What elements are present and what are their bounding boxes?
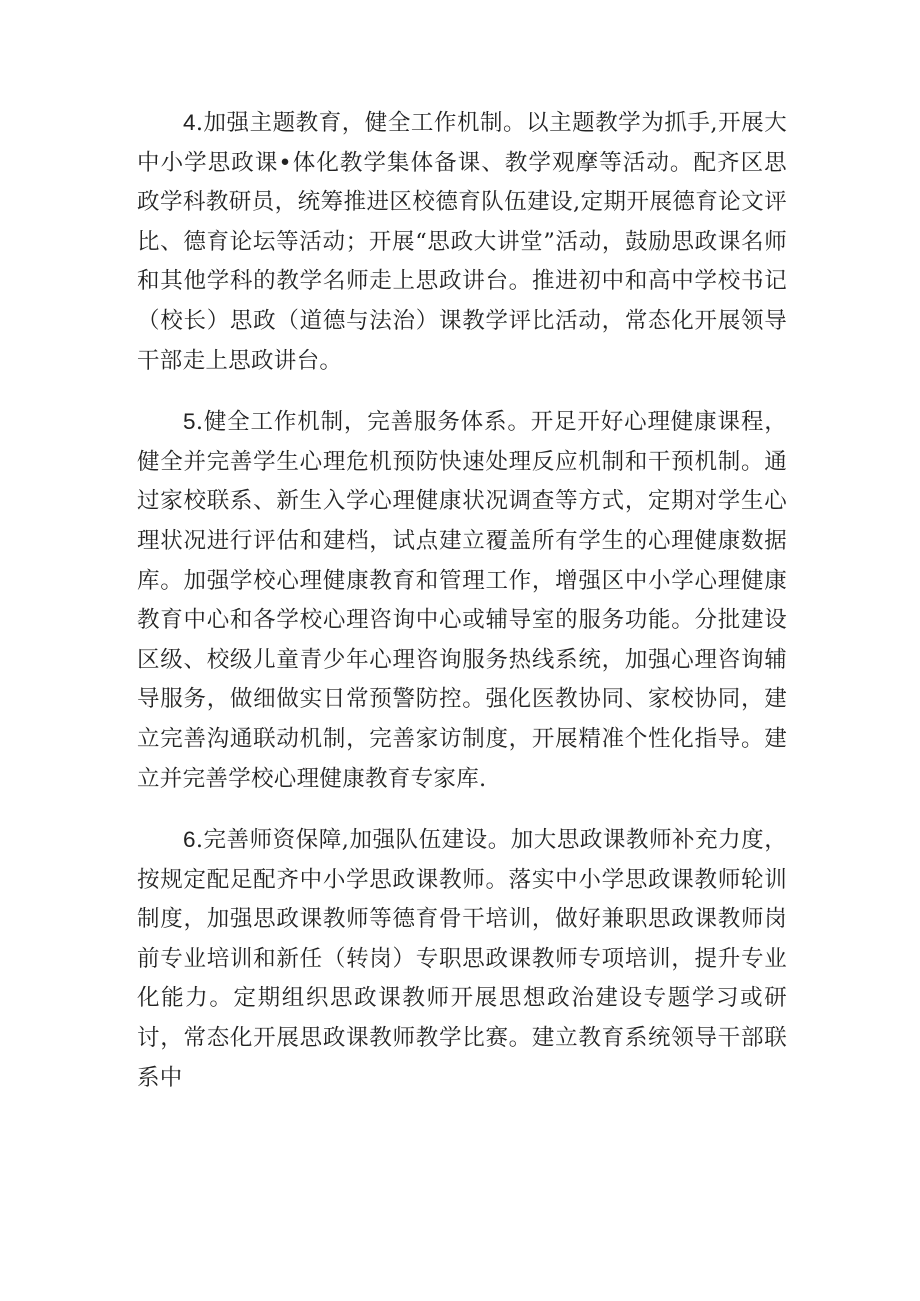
document-body — [137, 103, 787, 1119]
paragraph-number: 5 — [183, 409, 196, 435]
paragraph-text: .健全工作机制，完善服务体系。开足开好心理健康课程，健全并完善学生心理危机预防快速处理反应机制和干预机制。通过家校联系、新生入学心理健康状况调查等方式，定期对学生心理状况进行评估和建档，试点建立覆盖所有学生的心理健康数据库。加强学校心理健康教育和管理工作，增强区中小学心理健康教育中心和各学校心理咨询中心或辅导室的服务功能。分批建设区级、校级儿童青少年心理咨询服务热线系统，加强心理咨询辅导服务，做细做实日常预警防控。强化医教协同、家校协同，建立完善沟通联动机制，完善家访制度，开展精准个性化指导。建立并完善学校心理健康教育专家库. — [137, 409, 787, 792]
paragraph-4 — [137, 103, 787, 381]
paragraph-number: 4 — [183, 110, 196, 135]
paragraph-number: 6 — [183, 827, 196, 853]
paragraph-text: .加强主题教育，健全工作机制。以主题教学为抓手,开展大中小学思政课•体化教学集体备课、教学观摩等活动。配齐区思政学科教研员，统筹推进区校德育队伍建设,定期开展德育论文评比、德育论坛等活动；开展“思政大讲堂”活动，鼓励思政课名师和其他学科的教学名师走上思政讲台。推进初中和高中学校书记（校长）思政（道德与法治）课教学评比活动，常态化开展领导干部走上思政讲台。 — [137, 110, 787, 374]
paragraph-6 — [137, 820, 787, 1098]
paragraph-5 — [137, 402, 787, 799]
paragraph-text: .完善师资保障,加强队伍建设。加大思政课教师补充力度，按规定配足配齐中小学思政课教师。落实中小学思政课教师轮训制度，加强思政课教师等德育骨干培训，做好兼职思政课教师岗前专业培训和新任（转岗）专职思政课教师专项培训，提升专业化能力。定期组织思政课教师开展思想政治建设专题学习或研讨，常态化开展思政课教师教学比赛。建立教育系统领导干部联系中 — [137, 827, 787, 1091]
